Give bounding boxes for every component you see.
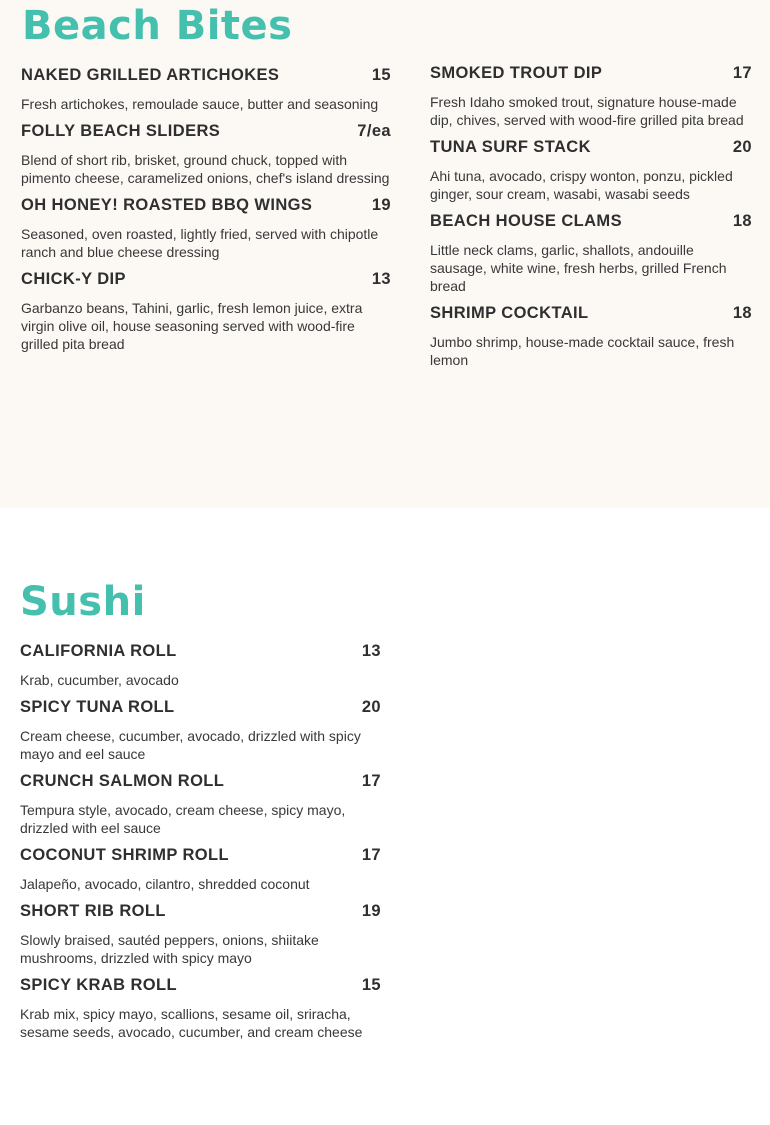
item-name: SHRIMP COCKTAIL bbox=[430, 304, 589, 322]
item-description: Blend of short rib, brisket, ground chuck, topped with pimento cheese, caramelized onions, chef's island dressing bbox=[21, 152, 390, 186]
menu-item bbox=[430, 303, 752, 369]
item-description: Jumbo shrimp, house-made cocktail sauce, fresh lemon bbox=[430, 334, 735, 368]
item-name: SPICY TUNA ROLL bbox=[20, 698, 175, 716]
menu-item bbox=[20, 845, 381, 893]
item-name: NAKED GRILLED ARTICHOKES bbox=[21, 66, 280, 84]
item-name: SPICY KRAB ROLL bbox=[20, 976, 177, 994]
item-price: 20 bbox=[361, 698, 381, 716]
item-name: CHICK-Y DIP bbox=[21, 270, 126, 288]
menu-item bbox=[20, 901, 381, 967]
menu-item bbox=[21, 269, 391, 353]
item-name: OH HONEY! ROASTED BBQ WINGS bbox=[21, 196, 313, 214]
item-description: Ahi tuna, avocado, crispy wonton, ponzu, pickled ginger, sour cream, wasabi, wasabi seeds bbox=[430, 168, 733, 202]
menu-item bbox=[20, 975, 381, 1041]
item-price: 15 bbox=[361, 976, 381, 994]
menu-item bbox=[430, 63, 752, 129]
item-name: COCONUT SHRIMP ROLL bbox=[20, 846, 229, 864]
item-price: 20 bbox=[732, 138, 752, 156]
item-price: 19 bbox=[361, 902, 381, 920]
item-name: BEACH HOUSE CLAMS bbox=[430, 212, 622, 230]
item-price: 18 bbox=[732, 212, 752, 230]
item-name: CALIFORNIA ROLL bbox=[20, 642, 177, 660]
menu-item bbox=[430, 137, 752, 203]
item-name: SHORT RIB ROLL bbox=[20, 902, 166, 920]
beach-bites-left-column bbox=[21, 65, 391, 361]
item-price: 7/ea bbox=[357, 122, 391, 140]
item-description: Tempura style, avocado, cream cheese, spicy mayo, drizzled with eel sauce bbox=[20, 802, 346, 836]
beach-bites-title: Beach Bites bbox=[22, 3, 293, 49]
menu-item bbox=[20, 771, 381, 837]
item-description: Jalapeño, avocado, cilantro, shredded coconut bbox=[20, 876, 310, 892]
item-name: TUNA SURF STACK bbox=[430, 138, 591, 156]
item-price: 15 bbox=[371, 66, 391, 84]
item-name: FOLLY BEACH SLIDERS bbox=[21, 122, 221, 140]
sushi-title: Sushi bbox=[20, 579, 146, 625]
item-price: 18 bbox=[732, 304, 752, 322]
menu-item bbox=[430, 211, 752, 295]
sushi-column bbox=[20, 641, 381, 1049]
item-description: Fresh artichokes, remoulade sauce, butter and seasoning bbox=[21, 96, 379, 112]
item-description: Seasoned, oven roasted, lightly fried, served with chipotle ranch and blue cheese dressing bbox=[21, 226, 379, 260]
menu-item bbox=[21, 195, 391, 261]
item-description: Fresh Idaho smoked trout, signature house-made dip, chives, served with wood-fire grilled pita bread bbox=[430, 94, 744, 128]
item-description: Krab, cucumber, avocado bbox=[20, 672, 179, 688]
menu-item bbox=[20, 641, 381, 689]
beach-bites-right-column bbox=[430, 63, 752, 377]
item-description: Krab mix, spicy mayo, scallions, sesame oil, sriracha, sesame seeds, avocado, cucumber, and cream cheese bbox=[20, 1006, 363, 1040]
item-price: 17 bbox=[361, 846, 381, 864]
item-name: CRUNCH SALMON ROLL bbox=[20, 772, 225, 790]
item-price: 17 bbox=[361, 772, 381, 790]
item-description: Little neck clams, garlic, shallots, andouille sausage, white wine, fresh herbs, grilled French bread bbox=[430, 242, 727, 294]
item-price: 13 bbox=[361, 642, 381, 660]
menu-item bbox=[20, 697, 381, 763]
menu-item bbox=[21, 65, 391, 113]
menu-item bbox=[21, 121, 391, 187]
item-price: 17 bbox=[732, 64, 752, 82]
item-description: Slowly braised, sautéd peppers, onions, shiitake mushrooms, drizzled with spicy mayo bbox=[20, 932, 319, 966]
item-name: SMOKED TROUT DIP bbox=[430, 64, 603, 82]
item-price: 19 bbox=[371, 196, 391, 214]
item-description: Garbanzo beans, Tahini, garlic, fresh lemon juice, extra virgin olive oil, house seasoning served with wood-fire grilled pita bread bbox=[21, 300, 363, 352]
item-description: Cream cheese, cucumber, avocado, drizzled with spicy mayo and eel sauce bbox=[20, 728, 361, 762]
item-price: 13 bbox=[371, 270, 391, 288]
